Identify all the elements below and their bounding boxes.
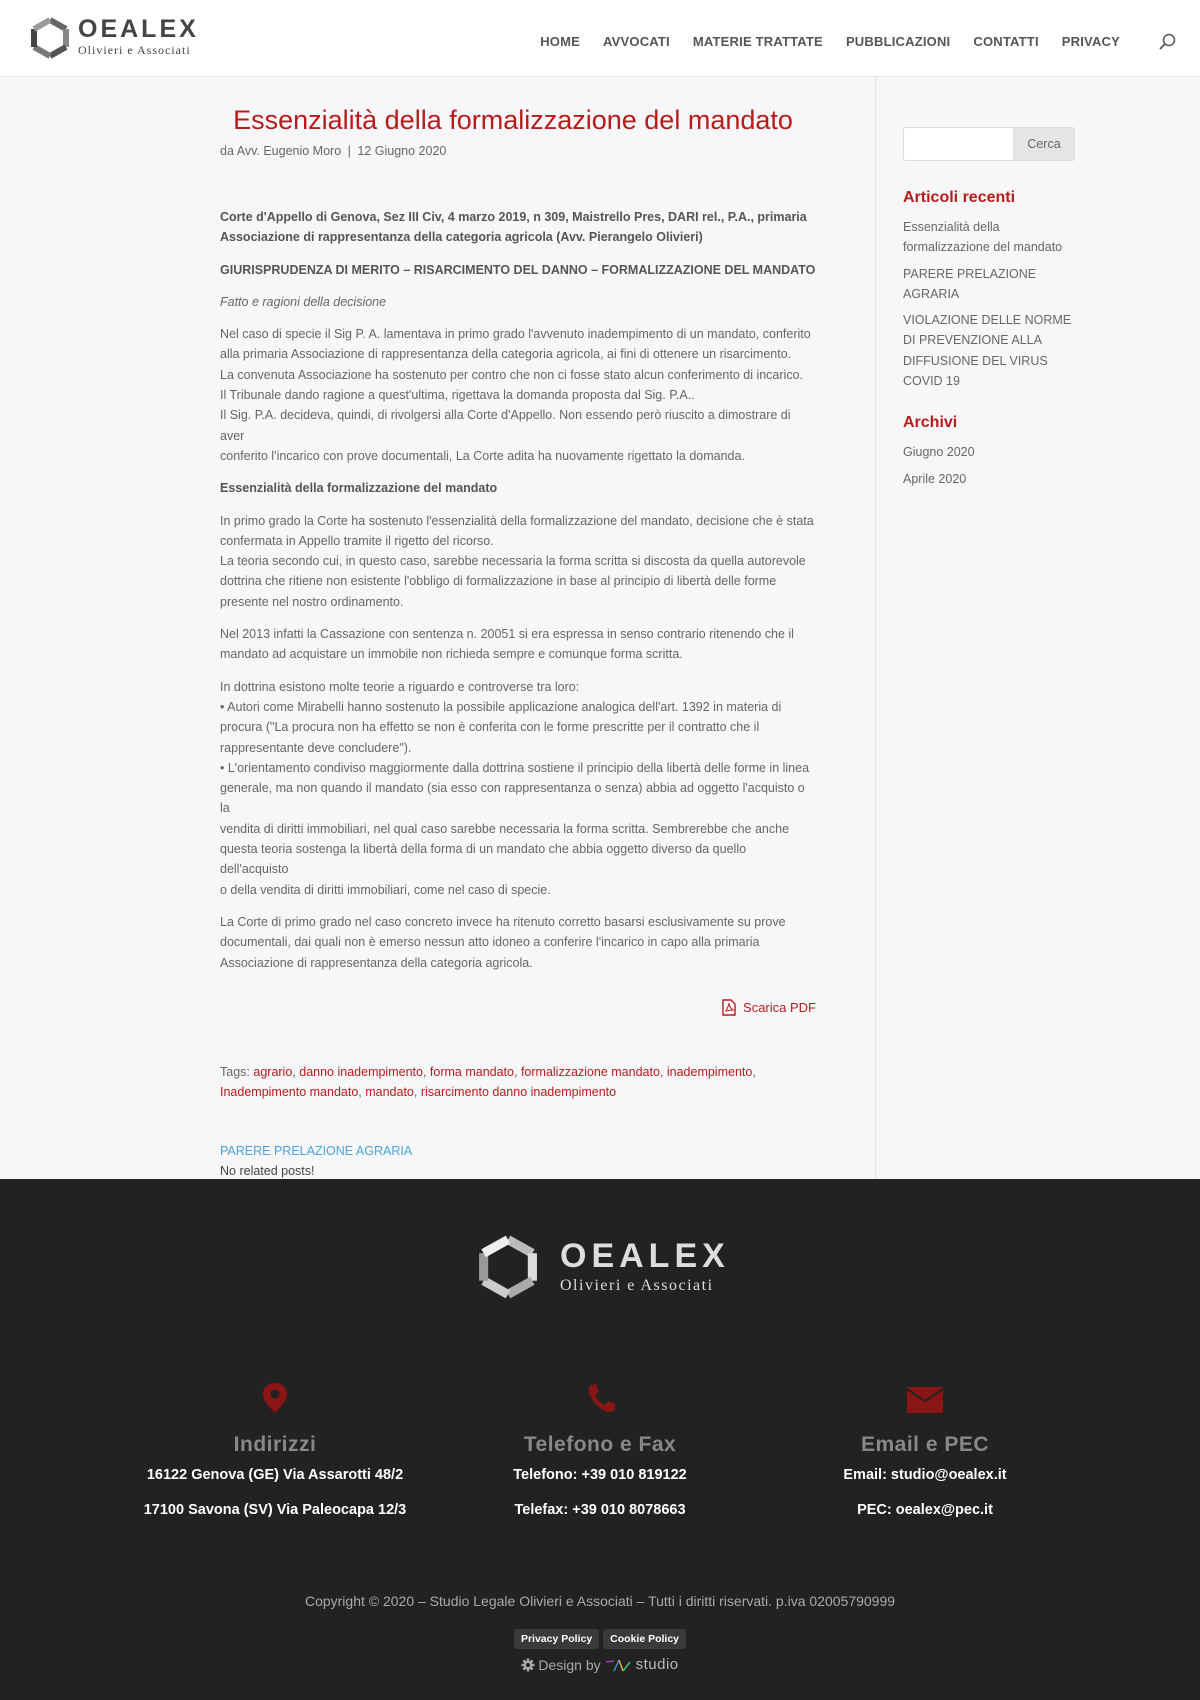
- design-by-label: Design by: [538, 1656, 601, 1673]
- evo-logo-icon: [605, 1658, 633, 1672]
- body-paragraph: [220, 511, 816, 612]
- search-icon[interactable]: [1158, 33, 1176, 51]
- recent-post-link[interactable]: [903, 217, 1075, 258]
- link-line: DI PREVENZIONE ALLA: [903, 333, 1042, 348]
- address-savona: 17100 Savona (SV) Via Paleocapa 12/3: [143, 1502, 407, 1518]
- addresses-title: Indirizzi: [233, 1433, 317, 1456]
- section-heading: Essenzialità della formalizzazione del mandato: [220, 481, 498, 496]
- case-reference: [220, 207, 816, 248]
- body-paragraph: [220, 624, 816, 665]
- text-line: Il Sig. P.A. decideva, quindi, di rivolgersi alla Corte d'Appello. Non essendo però riuscito a dimostrare di aver: [220, 408, 791, 443]
- nav-pubblicazioni[interactable]: PUBBLICAZIONI: [845, 34, 951, 49]
- site-logo[interactable]: [29, 17, 199, 59]
- sidebar-search-button[interactable]: Cerca: [1013, 127, 1075, 161]
- site-footer: [0, 1179, 1200, 1700]
- post-title: Essenzialità della formalizzazione del mandato: [233, 105, 793, 135]
- logo-mark-icon: [476, 1235, 540, 1299]
- case-subject: GIURISPRUDENZA DI MERITO – RISARCIMENTO DEL DANNO – FORMALIZZAZIONE DEL MANDATO: [220, 262, 816, 277]
- nav-avvocati[interactable]: AVVOCATI: [603, 34, 670, 49]
- text-line: La Corte di primo grado nel caso concreto invece ha ritenuto corretto basarsi esclusivamente su prove: [220, 914, 786, 929]
- text-line: La teoria secondo cui, in questo caso, sarebbe necessaria la forma scritta si discosta da quella autorevole: [220, 554, 806, 569]
- design-studio-link[interactable]: [605, 1656, 679, 1673]
- tag-link[interactable]: forma mandato: [429, 1064, 514, 1079]
- text-line: presente nel nostro ordinamento.: [220, 594, 404, 609]
- text-line: o della vendita di diritti immobiliari, come nel caso di specie.: [220, 882, 551, 897]
- tag-link[interactable]: mandato: [365, 1085, 414, 1100]
- nav-contatti[interactable]: CONTATTI: [973, 34, 1039, 49]
- footer-logo-subtitle: Olivieri e Associati: [560, 1276, 714, 1294]
- recent-post-link[interactable]: [903, 310, 1075, 391]
- main-nav: [517, 34, 1120, 49]
- link-line: VIOLAZIONE DELLE NORME: [903, 313, 1072, 328]
- tag-link[interactable]: danno inadempimento: [299, 1064, 423, 1079]
- link-line: Essenzialità della: [903, 220, 1000, 234]
- text-line: questa teoria sostenga la libertà della forma di un mandato che abbia oggetto diverso da quello dell'acquisto: [220, 842, 747, 877]
- sidebar: [903, 127, 1075, 495]
- nav-materie-trattate[interactable]: MATERIE TRATTATE: [692, 34, 823, 49]
- footer-logo[interactable]: [476, 1235, 730, 1299]
- sidebar-divider: [875, 77, 876, 1179]
- text-line: • L'orientamento condiviso maggiormente dalla dottrina sostiene il principio della libertà delle forme in linea: [220, 760, 810, 775]
- text-line: confermata in Appello tramite il rigetto del ricorso.: [220, 533, 494, 548]
- link-line: PARERE PRELAZIONE: [903, 266, 1037, 281]
- envelope-icon: [906, 1381, 944, 1415]
- footer-logo-name: OEALEX: [560, 1236, 730, 1275]
- design-credit: [0, 1656, 1200, 1673]
- design-studio-name: studio: [635, 1656, 679, 1673]
- phone-column: [440, 1381, 760, 1520]
- cookie-policy-button[interactable]: Cookie Policy: [603, 1629, 686, 1649]
- text-line: generale, ma non quando il mandato (sia esso con rappresentanza o senza) abbia ad oggetto l'acquisto o la: [220, 781, 805, 816]
- gear-icon: [521, 1658, 535, 1672]
- download-pdf-link[interactable]: [220, 999, 816, 1016]
- tags-label: Tags:: [220, 1064, 250, 1079]
- facts-paragraph: [220, 324, 816, 466]
- link-line: COVID 19: [903, 374, 960, 389]
- sidebar-search: [903, 127, 1075, 161]
- email-title: Email e PEC: [860, 1433, 990, 1456]
- case-reference-line: Associazione di rappresentanza della categoria agricola (Avv. Pierangelo Olivieri): [220, 230, 703, 245]
- archive-link[interactable]: Giugno 2020: [903, 445, 975, 460]
- copyright-text: Copyright © 2020 – Studio Legale Olivieri e Associati – Tutti i diritti riservati. p.iva 02005790999: [304, 1593, 896, 1609]
- related-posts-text: No related posts!: [220, 1164, 315, 1179]
- map-pin-icon: [260, 1381, 290, 1415]
- privacy-policy-button[interactable]: Privacy Policy: [514, 1629, 599, 1649]
- text-line: conferito l'incarico con prove documentali, La Corte adita ha nuovamente rigettato la domanda.: [220, 448, 745, 463]
- tag-link[interactable]: agrario: [253, 1064, 293, 1079]
- text-line: rappresentante deve concludere").: [220, 740, 412, 755]
- logo-mark-icon: [29, 17, 71, 59]
- text-line: La convenuta Associazione ha sostenuto per contro che non ci fosse stato alcun conferimento di incarico.: [220, 367, 803, 382]
- text-line: Nel 2013 infatti la Cassazione con sentenza n. 20051 si era espressa in senso contrario ritenendo che il: [220, 627, 794, 642]
- text-line: Il Tribunale dando ragione a quest'ultima, rigettava la domanda proposta dal Sig. P.A..: [220, 388, 695, 403]
- archives-list: [903, 442, 1075, 489]
- text-line: alla primaria Associazione di rappresentanza della categoria agricola, ai fini di ottenere un risarcimento.: [220, 347, 792, 362]
- body-paragraph: [220, 912, 816, 973]
- facts-heading: Fatto e ragioni della decisione: [220, 294, 387, 309]
- nav-home[interactable]: HOME: [540, 34, 581, 49]
- text-line: In primo grado la Corte ha sostenuto l'essenzialità della formalizzazione del mandato, decisione che è stata: [220, 513, 814, 528]
- text-line: vendita di diritti immobiliari, nel qual caso sarebbe necessaria la forma scritta. Sembrerebbe che anche: [220, 821, 790, 836]
- logo-name: OEALEX: [78, 15, 199, 43]
- text-line: mandato ad acquistare un immobile non richieda sempre e comunque forma scritta.: [220, 647, 683, 662]
- phone-title: Telefono e Fax: [523, 1433, 677, 1456]
- address-genova: 16122 Genova (GE) Via Assarotti 48/2: [146, 1467, 404, 1483]
- text-line: dottrina che ritiene non esistente l'obbligo di formalizzazione in base al principio di libertà delle forme: [220, 574, 777, 589]
- text-line: • Autori come Mirabelli hanno sostenuto la possibile applicazione analogica dell'art. 1392 in materia di: [220, 699, 782, 714]
- post-tags: Tags: agrario, danno inadempimento, forma mandato, formalizzazione mandato, inadempimento, Inadempimento mandato, mandato, risarcimento danno inadempimento: [220, 1064, 756, 1100]
- nav-privacy[interactable]: PRIVACY: [1061, 34, 1120, 49]
- text-line: Associazione di rappresentanza della categoria agricola.: [220, 955, 533, 970]
- sidebar-search-input[interactable]: [903, 127, 1013, 161]
- archives-title: Archivi: [903, 414, 958, 432]
- link-line: AGRARIA: [903, 286, 960, 301]
- meta-prefix: da: [220, 144, 234, 158]
- text-line: procura ("La procura non ha effetto se non è conferita con le forme prescritte per il contratto che il: [220, 720, 760, 735]
- phone-icon: [585, 1381, 615, 1415]
- tag-link[interactable]: Inadempimento mandato: [220, 1085, 359, 1100]
- text-line: Nel caso di specie il Sig P. A. lamentava in primo grado l'avvenuto inadempimento di un mandato, conferito: [220, 327, 811, 342]
- post-author[interactable]: Avv. Eugenio Moro: [236, 144, 342, 158]
- post-article: [220, 100, 816, 1181]
- recent-posts-title: Articoli recenti: [903, 189, 1016, 206]
- tag-link[interactable]: inadempimento: [666, 1064, 753, 1079]
- download-pdf-label: Scarica PDF: [743, 999, 816, 1015]
- addresses-column: [115, 1381, 435, 1520]
- link-line: formalizzazione del mandato: [903, 240, 1063, 255]
- recent-post-link[interactable]: [903, 264, 1075, 305]
- phone-number[interactable]: Telefono: +39 010 819122: [513, 1467, 687, 1483]
- email-column: [765, 1381, 1085, 1520]
- post-date: 12 Giugno 2020: [357, 144, 447, 158]
- logo-subtitle: Olivieri e Associati: [78, 43, 191, 57]
- fax-number: Telefax: +39 010 8078663: [514, 1502, 686, 1518]
- site-header: [0, 0, 1200, 77]
- body-paragraph: [220, 677, 816, 900]
- pec-address[interactable]: PEC: oealex@pec.it: [857, 1502, 993, 1518]
- policy-links: [0, 1629, 1200, 1649]
- case-reference-line: Corte d'Appello di Genova, Sez III Civ, 4 marzo 2019, n 309, Maistrello Pres, DARI rel., P.A., primaria: [220, 210, 807, 224]
- email-address[interactable]: Email: studio@oealex.it: [843, 1467, 1007, 1483]
- text-line: In dottrina esistono molte teorie a riguardo e controverse tra loro:: [220, 679, 580, 694]
- pdf-file-icon: [722, 999, 736, 1016]
- text-line: documentali, dai quali non è emerso nessun atto idoneo a conferire l'incarico in capo alla primaria: [220, 935, 760, 950]
- link-line: DIFFUSIONE DEL VIRUS: [903, 353, 1048, 368]
- previous-post-link[interactable]: PARERE PRELAZIONE AGRARIA: [220, 1144, 413, 1159]
- tag-link[interactable]: risarcimento danno inadempimento: [420, 1085, 617, 1100]
- post-meta: [220, 144, 816, 158]
- meta-separator: |: [347, 144, 351, 158]
- recent-posts-list: [903, 217, 1075, 391]
- tag-link[interactable]: formalizzazione mandato: [520, 1064, 660, 1079]
- archive-link[interactable]: Aprile 2020: [903, 471, 967, 486]
